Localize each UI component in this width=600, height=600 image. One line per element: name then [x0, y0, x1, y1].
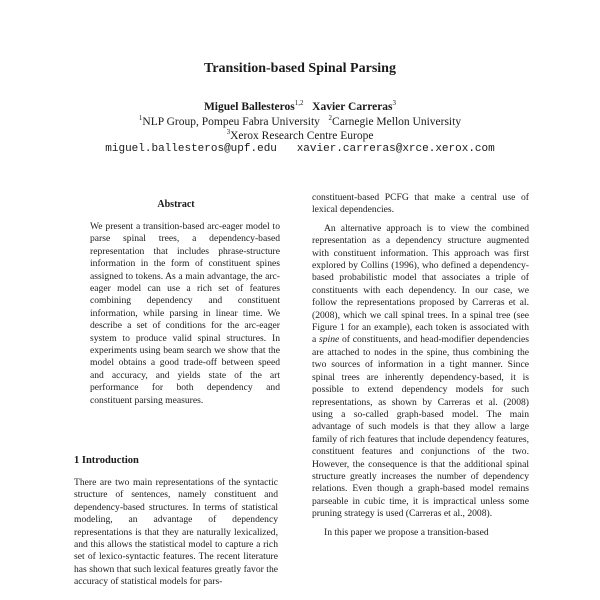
paragraph: In this paper we propose a transition-based — [324, 526, 489, 538]
affiliation-line-2 — [0, 128, 600, 142]
author-emails: miguel.ballesteros@upf.edu xavier.carreras@xrce.xerox.com — [105, 143, 495, 155]
abstract-body — [90, 221, 280, 407]
text-span: of constituents, and head-modifier dependencies are attached to nodes in the spine, thus combining the two sources of information in a tight manner. Since spinal trees are inherently dependency-based, it is possible to extend dependency models for such representations, as shown by Carreras et al. (2008) using a so-called graph-based model. The main advantage of such models is that they allow a large family of rich features that include dependency features, constituent features and conjunctions of the two. However, the consequence is that the additional spinal structure greatly increases the number of dependency relations. Even though a graph-based model remains parseable in cubic time, it is impractical unless some pruning strategy is used (Carreras et al., 2008). — [312, 334, 529, 520]
affiliation: Carnegie Mellon University — [332, 115, 462, 128]
affiliation-line-1 — [0, 114, 600, 128]
emphasis-spine: spine — [319, 334, 340, 346]
affil-mark: 3 — [226, 128, 231, 136]
author-line — [0, 99, 600, 113]
abstract-heading: Abstract — [157, 199, 195, 210]
abstract-text: We present a transition-based arc-eager model to parse spinal trees, a dependency-based representation that includes phrase-structure information in the form of constituent spines assigned to tokens. As a main advantage, the arc-eager model can use a rich set of features combining dependency and constituent information, while parsing in linear time. We describe a set of conditions for the arc-eager system to produce valid spinal structures. In experiments using beam search we show that the model obtains a good trade-off between speed and accuracy, and yields state of the art performance for both dependency and constituent parsing measures. — [90, 221, 280, 406]
introduction-body — [74, 477, 278, 589]
affiliation: Xerox Research Centre Europe — [230, 129, 374, 142]
author-affil-mark: 3 — [392, 99, 397, 107]
affiliation: NLP Group, Pompeu Fabra University — [142, 115, 320, 128]
paper-title: Transition-based Spinal Parsing — [204, 61, 396, 76]
text-span: An alternative approach is to view the combined representation as a dependency structure augmented with constituent information. This approach was first explored by Collins (1996), who defined a dependency-based probabilistic model that associates a triple of constituents with each dependency. In our case, we follow the representations proposed by Carreras et al. (2008), which we call spinal trees. In a spinal tree (see Figure 1 for an example), each token is associated with a — [312, 222, 529, 346]
paragraph: constituent-based PCFG that make a central use of lexical dependencies. — [312, 192, 529, 216]
author-affil-mark: 1,2 — [294, 99, 304, 107]
right-column-body — [312, 192, 529, 539]
paragraph — [312, 223, 529, 521]
author-name: Xavier Carreras — [312, 100, 393, 113]
affil-mark: 1 — [138, 114, 143, 122]
section-heading-introduction: 1 Introduction — [74, 455, 139, 466]
author-name: Miguel Ballesteros — [203, 100, 295, 113]
paragraph: There are two main representations of the syntactic structure of sentences, namely constituent and dependency-based structures. In terms of statistical modeling, an advantage of dependency representations is that they are naturally lexicalized, and this allows the statistical model to capture a rich set of lexico-syntactic features. The recent literature has shown that such lexical features greatly favor the accuracy of statistical models for pars- — [74, 477, 278, 588]
affil-mark: 2 — [328, 114, 333, 122]
